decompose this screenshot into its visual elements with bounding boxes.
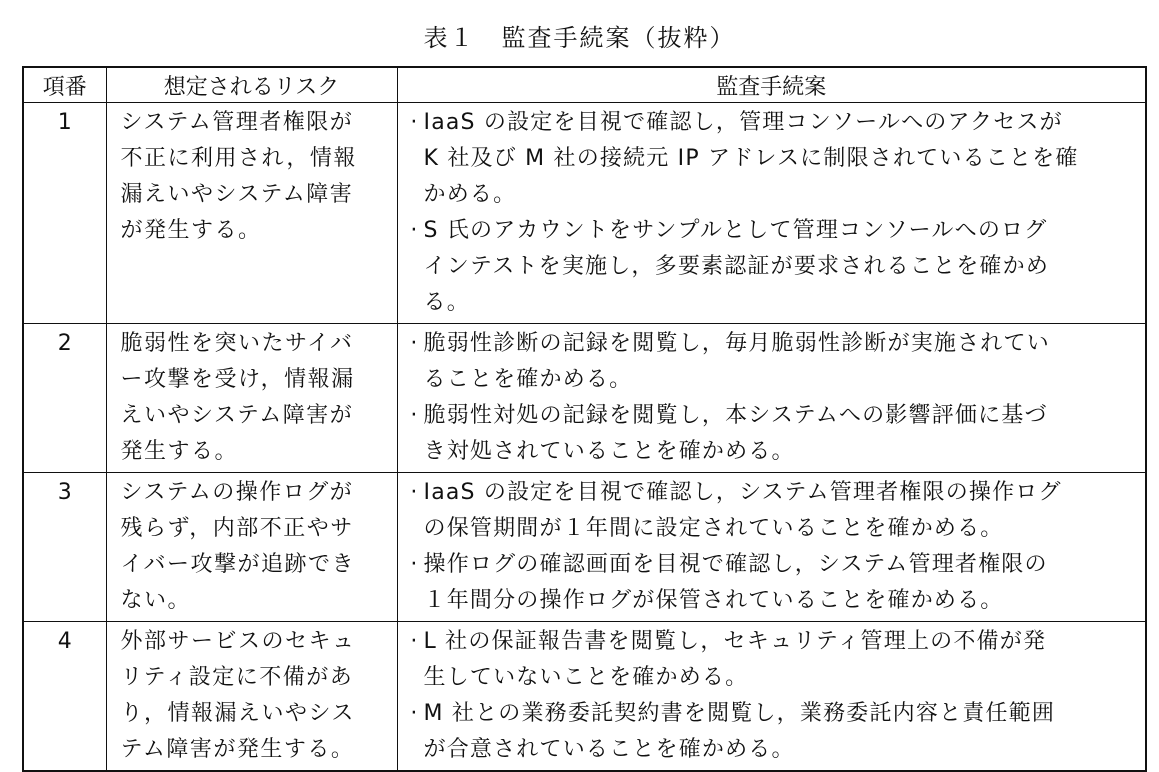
procedure-line: １年間分の操作ログが保管されていることを確かめる。 (423, 588, 1004, 613)
procedure-cell (397, 473, 1146, 622)
procedure-line: の保管期間が１年間に設定されていることを確かめる。 (423, 516, 1004, 541)
procedure-line: S 氏のアカウントをサンプルとして管理コンソールへのログ (423, 218, 1048, 243)
risk-line: ー攻撃を受け，情報漏 (120, 367, 355, 392)
risk-cell (106, 622, 397, 772)
risk-line: り，情報漏えいやシス (120, 701, 355, 726)
risk-line: 発生する。 (120, 439, 239, 464)
risk-cell (106, 324, 397, 473)
procedure-line: 生していないことを確かめる。 (423, 665, 749, 690)
risk-line: 不正に利用され，情報 (120, 146, 357, 171)
procedure-item (406, 624, 1140, 696)
table-row (23, 324, 1146, 473)
table-row (23, 473, 1146, 622)
procedure-cell (397, 622, 1146, 772)
bullet-mark: · (410, 331, 419, 356)
procedure-line: IaaS の設定を目視で確認し，管理コンソールへのアクセスが (423, 110, 1063, 135)
risk-line: システムの操作ログが (120, 480, 354, 505)
item-number: 4 (23, 622, 106, 772)
procedure-line: が合意されていることを確かめる。 (423, 737, 795, 762)
bullet-mark: · (410, 629, 419, 654)
procedure-line: る。 (423, 290, 470, 315)
item-number: 2 (23, 324, 106, 473)
procedure-line: 脆弱性診断の記録を閲覧し，毎月脆弱性診断が実施されてい (423, 331, 1050, 356)
risk-line: 外部サービスのセキュ (120, 629, 356, 654)
risk-line: 残らず，内部不正やサ (120, 516, 354, 541)
procedure-line: かめる。 (423, 182, 517, 207)
risk-line: イバー攻撃が追跡でき (120, 552, 356, 577)
bullet-mark: · (410, 110, 419, 135)
procedure-line: 操作ログの確認画面を目視で確認し，システム管理者権限の (423, 552, 1048, 577)
procedure-line: 脆弱性対処の記録を閲覧し，本システムへの影響評価に基づ (423, 403, 1048, 428)
bullet-mark: · (410, 218, 419, 243)
procedure-item (406, 475, 1140, 547)
bullet-mark: · (410, 480, 419, 505)
risk-line: が発生する。 (120, 218, 262, 243)
risk-cell (106, 473, 397, 622)
risk-line: 脆弱性を突いたサイバ (120, 331, 354, 356)
procedure-line: K 社及び M 社の接続元 IP アドレスに制限されていることを確 (423, 146, 1079, 171)
item-number: 3 (23, 473, 106, 622)
procedure-item (406, 213, 1140, 321)
procedure-line: L 社の保証報告書を閲覧し，セキュリティ管理上の不備が発 (423, 629, 1047, 654)
item-number: 1 (23, 103, 106, 324)
audit-procedure-table (22, 66, 1147, 772)
procedure-cell (397, 103, 1146, 324)
risk-line: えいやシステム障害が (120, 403, 354, 428)
table-row (23, 622, 1146, 772)
procedure-item (406, 696, 1140, 768)
procedure-item (406, 547, 1140, 619)
procedure-item (406, 326, 1140, 398)
procedure-line: インテストを実施し，多要素認証が要求されることを確かめ (423, 254, 1050, 279)
procedure-line: ることを確かめる。 (423, 367, 633, 392)
risk-line: テム障害が発生する。 (120, 737, 355, 762)
header-item-number: 項番 (23, 67, 106, 103)
table-caption: 表１ 監査手続案（抜粋） (423, 24, 736, 52)
bullet-mark: · (410, 403, 419, 428)
table-header-row (23, 67, 1146, 103)
procedure-item (406, 105, 1140, 213)
header-assumed-risk: 想定されるリスク (106, 67, 397, 103)
risk-cell (106, 103, 397, 324)
table-row (23, 103, 1146, 324)
procedure-line: M 社との業務委託契約書を閲覧し，業務委託内容と責任範囲 (423, 701, 1056, 726)
procedure-line: IaaS の設定を目視で確認し，システム管理者権限の操作ログ (423, 480, 1062, 505)
risk-line: ない。 (120, 588, 192, 613)
header-audit-procedure: 監査手続案 (397, 67, 1146, 103)
procedure-cell (397, 324, 1146, 473)
risk-line: リティ設定に不備があ (120, 665, 354, 690)
risk-line: システム管理者権限が (120, 110, 354, 135)
risk-line: 漏えいやシステム障害 (120, 182, 354, 207)
bullet-mark: · (410, 552, 419, 577)
procedure-line: き対処されていることを確かめる。 (423, 439, 795, 464)
procedure-item (406, 398, 1140, 470)
bullet-mark: · (410, 701, 419, 726)
